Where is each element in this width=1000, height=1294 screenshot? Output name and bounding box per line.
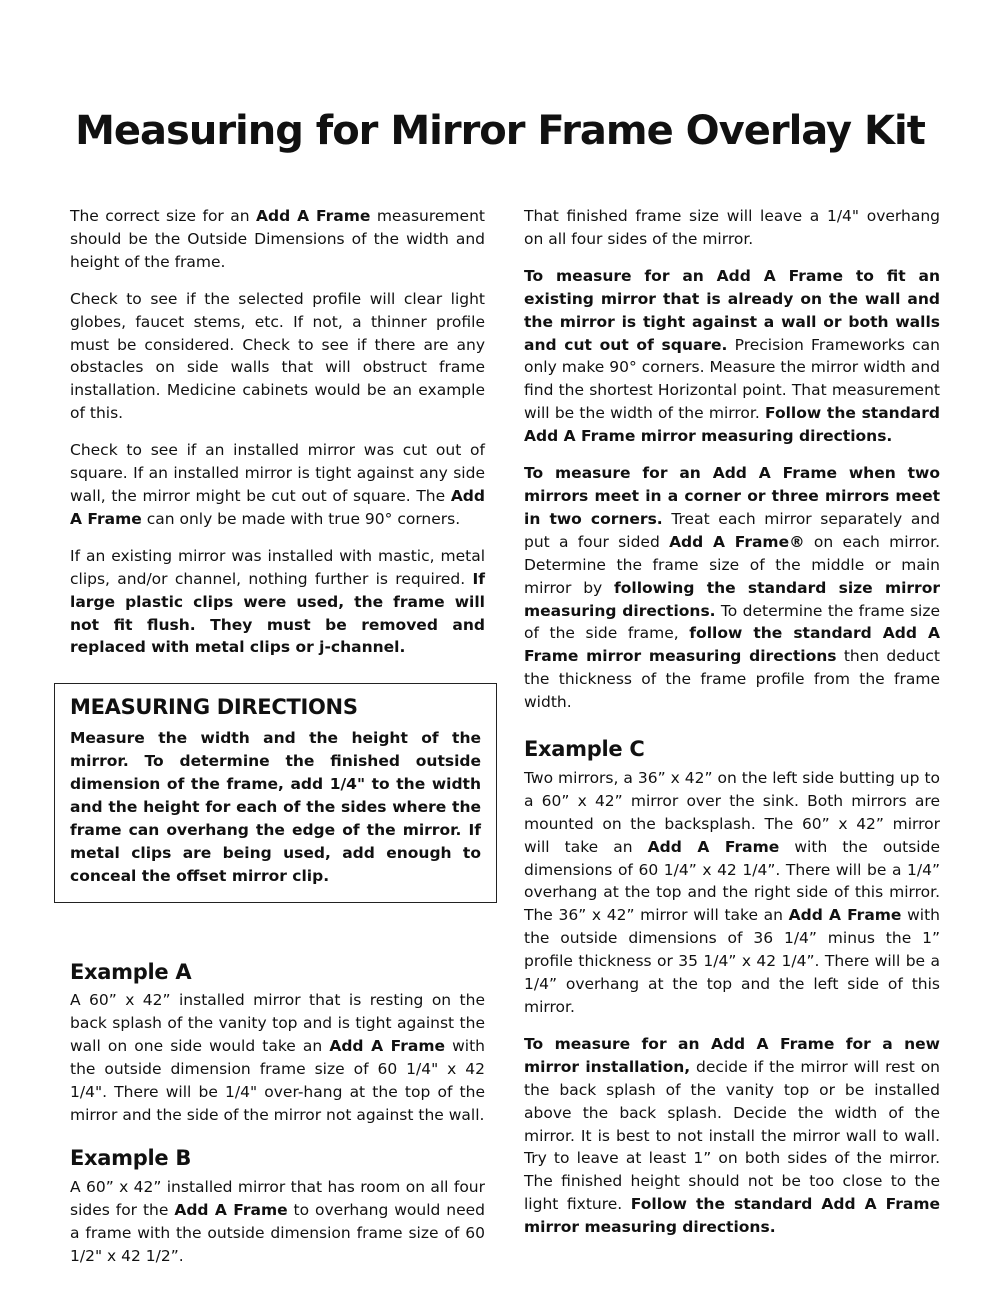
- clips-paragraph: If an existing mirror was installed with mastic, metal clips, and/or channel, nothing further is required. If large plastic clips were used, the frame will not fit flush. They must be removed and replaced with metal clips or j-channel.: [70, 546, 485, 657]
- example-c-heading: Example C: [524, 737, 645, 762]
- example-a-text: A 60” x 42” installed mirror that is resting on the back splash of the vanity top and is tight against the wall on one side would take an Add A Frame with the outside dimension frame size of 60 1/4" x 42 1/4". There will be 1/4" over-hang at the top of the mirror and the side of the mirror not against the wall.: [70, 991, 486, 1124]
- new-mirror-paragraph: To measure for an Add A Frame for a new mirror installation, decide if the mirror will rest on the back splash of the vanity top or be installed above the back splash. Decide the width of the mirror. It is best to not install the mirror wall to wall. Try to leave at least 1” on both sides of the mirror. The finished height should not be too close to the light fixture. Follow the standard Add A Frame mirror measuring directions.: [524, 1034, 940, 1237]
- example-b-section: [70, 1147, 485, 1268]
- right-column: [524, 205, 940, 1253]
- overhang-paragraph: That finished frame size will leave a 1/4" overhang on all four sides of the mirror.: [524, 207, 940, 248]
- example-b-text: A 60” x 42” installed mirror that has room on all four sides for the Add A Frame to overhang would need a frame with the outside dimension frame size of 60 1/2" x 42 1/2”.: [70, 1177, 485, 1265]
- measuring-directions-heading: MEASURING DIRECTIONS: [70, 695, 358, 720]
- measuring-directions-box: [54, 683, 497, 902]
- intro-paragraph: The correct size for an Add A Frame measurement should be the Outside Dimensions of the width and height of the frame.: [70, 207, 485, 271]
- example-c-section: [524, 738, 940, 1019]
- clearance-paragraph: Check to see if the selected profile will clear light globes, faucet stems, etc. If not, a thinner profile must be considered. Check to see if there are any obstacles on side walls that will obstruct frame installation. Medicine cabinets would be an example of this.: [70, 289, 485, 423]
- existing-mirror-paragraph: To measure for an Add A Frame to fit an existing mirror that is already on the wall and the mirror is tight against a wall or both walls and cut out of square. Precision Frameworks can only make 90° corners. Measure the mirror width and find the shortest Horizontal point. That measurement will be the width of the mirror. Follow the standard Add A Frame mirror measuring directions.: [524, 266, 940, 446]
- example-a-heading: Example A: [70, 959, 192, 984]
- corner-mirrors-paragraph: To measure for an Add A Frame when two mirrors meet in a corner or three mirrors meet in two corners. Treat each mirror separately and put a four sided Add A Frame® on each mirror. Determine the frame size of the middle or main mirror by following the standard size mirror measuring directions. To determine the frame size of the side frame, follow the standard Add A Frame mirror measuring directions then deduct the thickness of the frame profile from the frame width.: [524, 464, 940, 712]
- example-a-section: [70, 961, 485, 1127]
- example-b-heading: Example B: [70, 1145, 192, 1170]
- page-title: Measuring for Mirror Frame Overlay Kit: [75, 108, 925, 154]
- left-column: [70, 205, 485, 1281]
- square-paragraph: Check to see if an installed mirror was cut out of square. If an installed mirror is tight against any side wall, the mirror might be cut out of square. The Add A Frame can only be made with true 90° corners.: [70, 441, 485, 528]
- measuring-directions-text: Measure the width and the height of the mirror. To determine the finished outside dimension of the frame, add 1/4" to the width and the height for each of the sides where the frame can overhang the edge of the mirror. If metal clips are being used, add enough to conceal the offset mirror clip.: [70, 729, 481, 885]
- example-c-text: Two mirrors, a 36” x 42” on the left side butting up to a 60” x 42” mirror over the sink. Both mirrors are mounted on the backsplash. The 60” x 42” mirror will take an Add A Frame with the outside dimensions of 60 1/4” x 42 1/4”. There will be a 1/4” overhang at the top and the right side of this mirror. The 36” x 42” mirror will take an Add A Frame with the outside dimensions of 36 1/4” minus the 1” profile thickness or 35 1/4” x 42 1/4”. There will be a 1/4” overhang at the top and the left side of this mirror.: [524, 768, 940, 1016]
